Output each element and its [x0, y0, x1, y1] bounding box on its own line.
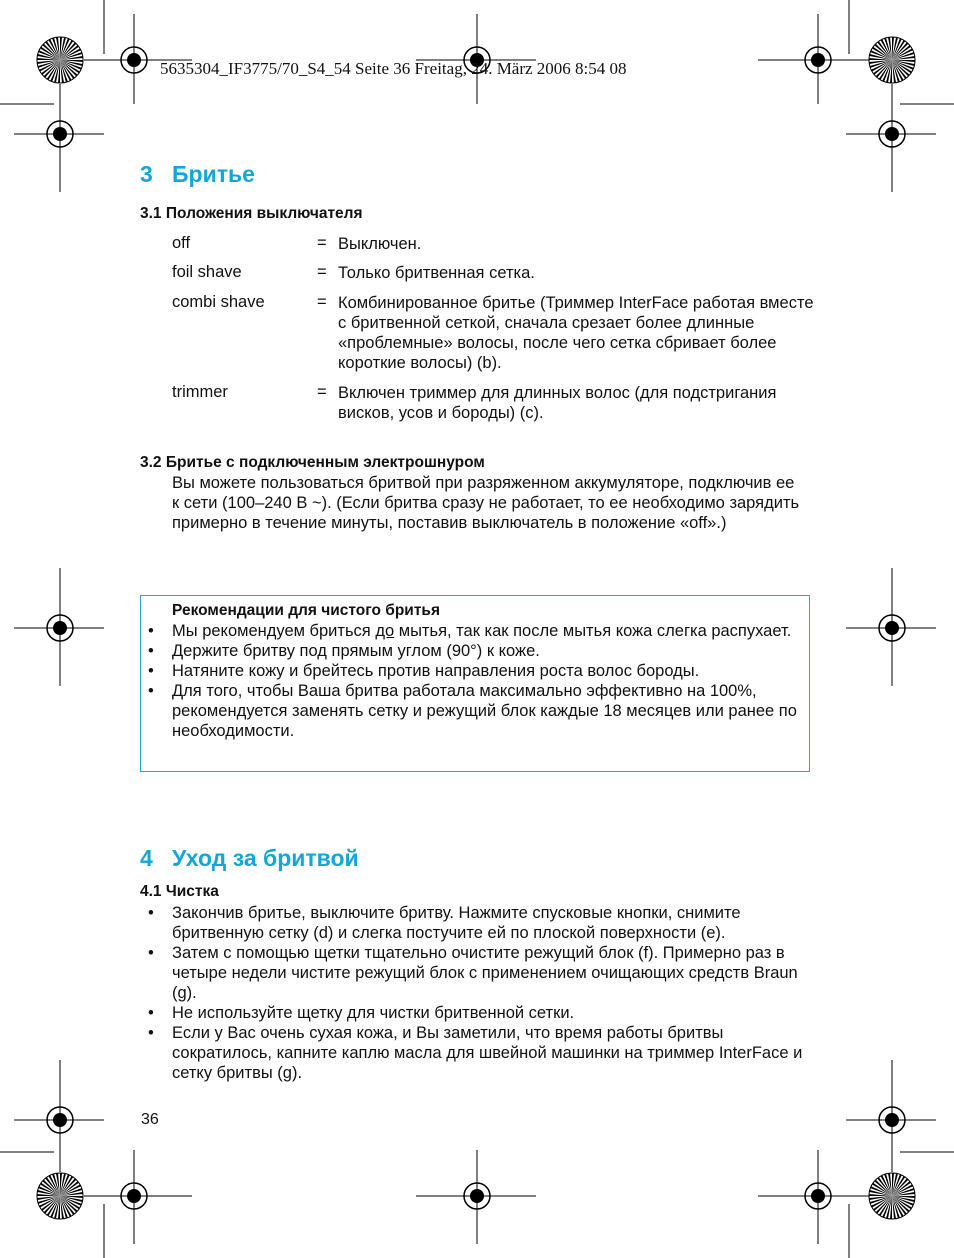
list-item: • Держите бритву под прямым углом (90°) к коже.: [148, 642, 540, 660]
bullet: •: [148, 662, 154, 680]
list-item: • Затем с помощью щетки тщательно очистите режущий блок (f). Примерно раз в четыре недели чистите режущий блок с применением очищающих средств Braun (g).: [148, 944, 798, 1002]
starburst-mark-icon: [37, 1173, 83, 1219]
bullet: •: [148, 622, 154, 640]
list-item: • Натяните кожу и брейтесь против направления роста волос бороды.: [148, 662, 700, 680]
underlined-word: до: [375, 622, 395, 640]
list-item: • Если у Вас очень сухая кожа, и Вы заметили, что время работы бритвы сократилось, капните каплю масла для швейной машинки на триммер InterFace и сетку бритвы (g).: [148, 1024, 803, 1082]
equals-sign: =: [317, 383, 327, 401]
starburst-mark-icon: [37, 37, 83, 83]
bullet: •: [148, 944, 154, 962]
section-number: 4: [140, 845, 153, 871]
switch-description: Включен триммер для длинных волос (для подстригания висков, усов и бороды) (c).: [338, 384, 777, 422]
switch-description: Выключен.: [338, 235, 422, 253]
tips-title: Рекомендации для чистого бритья: [172, 602, 440, 619]
list-item: • Не используйте щетку для чистки бритвенной сетки.: [148, 1004, 575, 1022]
bullet: •: [148, 904, 154, 922]
list-item: • Для того, чтобы Ваша бритва работала максимально эффективно на 100%, рекомендуется заменять сетку и режущий блок каждые 18 месяцев или ранее по необходимости.: [148, 682, 797, 740]
tips-list: [140, 621, 805, 741]
subheading-corded-shaving: 3.2 Бритье с подключенным электрошнуром: [140, 454, 485, 471]
section-title-text: Уход за бритвой: [172, 845, 359, 871]
print-header: 5635304_IF3775/70_S4_54 Seite 36 Freitag, 24. März 2006 8:54 08: [160, 59, 627, 78]
section-title-care: [140, 845, 359, 872]
bullet: •: [148, 682, 154, 700]
switch-label: trimmer: [172, 383, 228, 401]
starburst-mark-icon: [869, 37, 915, 83]
starburst-mark-icon: [869, 1173, 915, 1219]
equals-sign: =: [317, 293, 327, 311]
switch-description: Только бритвенная сетка.: [338, 264, 535, 282]
switch-label: off: [172, 234, 191, 252]
corded-shaving-text: Вы можете пользоваться бритвой при разряженном аккумуляторе, подключив ее к сети (100–240 В ~). (Если бритва сразу не работает, то ее необходимо зарядить примерно в течение минуты, поставив выключатель в положение «off».): [172, 474, 800, 532]
list-item: • Мы рекомендуем бриться до мытья, так как после мытья кожа слегка распухает.: [148, 622, 792, 640]
cleaning-list: [140, 903, 815, 1083]
equals-sign: =: [317, 234, 327, 252]
list-item: • Закончив бритье, выключите бритву. Нажмите спусковые кнопки, снимите бритвенную сетку (d) и слегка постучите ей по плоской поверхности (e).: [148, 904, 741, 942]
section-title-shaving: [140, 161, 255, 188]
switch-description: Комбинированное бритье (Триммер InterFace работая вместе с бритвенной сеткой, сначала срезает более длинные «проблемные» волосы, после чего сетка сбривает более короткие волосы) (b).: [338, 294, 814, 372]
section-title-text: Бритье: [172, 161, 255, 187]
bullet: •: [148, 642, 154, 660]
switch-label: combi shave: [172, 293, 265, 311]
subheading-switch-positions: 3.1 Положения выключателя: [140, 205, 363, 222]
switch-label: foil shave: [172, 263, 242, 281]
subheading-cleaning: 4.1 Чистка: [140, 883, 219, 900]
bullet: •: [148, 1024, 154, 1042]
equals-sign: =: [317, 263, 327, 281]
section-number: 3: [140, 161, 153, 187]
bullet: •: [148, 1004, 154, 1022]
page-number: 36: [141, 1111, 159, 1128]
